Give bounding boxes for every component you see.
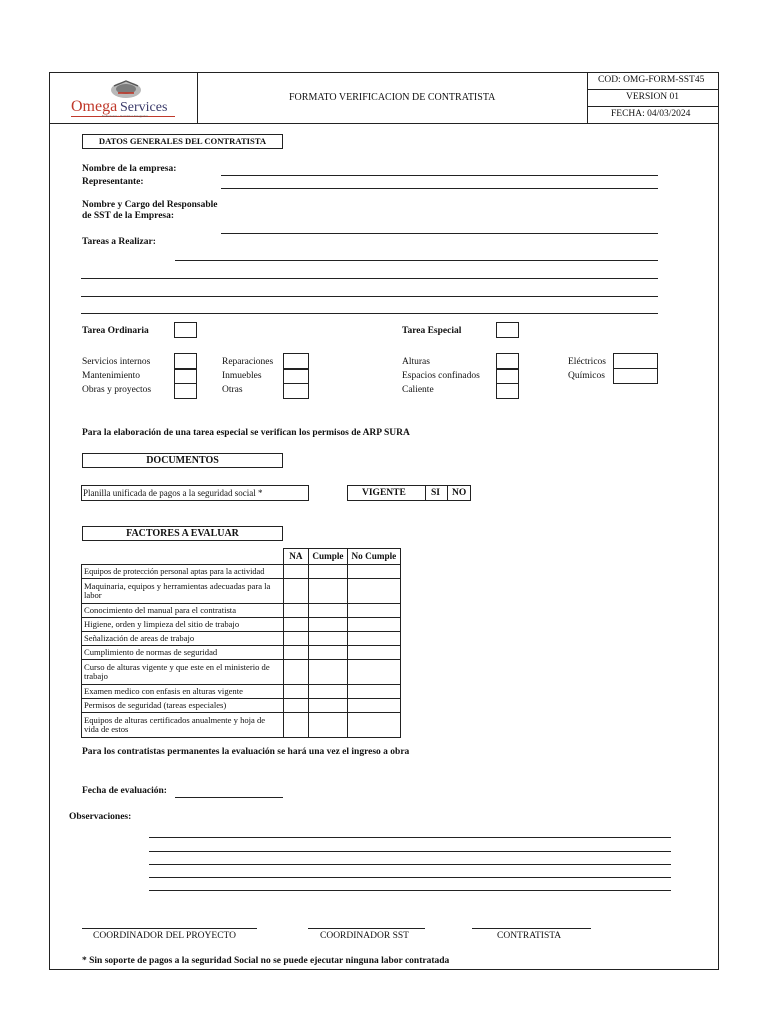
firma-contratista-line[interactable] [472,928,591,929]
observaciones-line-1[interactable] [149,837,671,838]
na-cell[interactable] [283,660,308,685]
obras-proyectos-label: Obras y proyectos [82,385,152,395]
form-date: FECHA: 04/03/2024 [611,109,691,119]
caliente-checkbox[interactable] [496,383,519,399]
empresa-label: Nombre de la empresa: [82,164,177,174]
quimicos-label: Químicos [568,371,605,381]
na-cell[interactable] [283,632,308,646]
no-cumple-cell[interactable] [347,565,400,579]
firma-contratista: CONTRATISTA [497,931,562,941]
cumple-cell[interactable] [309,660,348,685]
quimicos-checkbox[interactable] [613,368,658,384]
no-cumple-cell[interactable] [347,632,400,646]
footer-note: * Sin soporte de pagos a la seguridad Social no se puede ejecutar ninguna labor contratada [82,956,450,966]
inmuebles-label: Inmuebles [222,371,262,381]
table-row [82,646,401,660]
na-cell[interactable] [283,699,308,713]
header-row-line-1 [587,89,719,90]
form-code: COD: OMG-FORM-SST45 [598,75,705,85]
fecha-evaluacion-field[interactable] [175,797,283,798]
no-cumple-cell[interactable] [347,699,400,713]
espacios-confinados-label: Espacios confinados [402,371,480,381]
documentos-title: DOCUMENTOS [82,453,283,468]
cumple-cell[interactable] [309,685,348,699]
reparaciones-label: Reparaciones [222,357,274,367]
header-divider-left [197,72,198,123]
nota-permanentes: Para los contratistas permanentes la evaluación se hará una vez el ingreso a obra [82,747,410,757]
no-cumple-cell[interactable] [347,618,400,632]
alturas-checkbox[interactable] [496,353,519,369]
factor-label: Señalización de areas de trabajo [82,632,284,646]
factor-label: Maquinaria, equipos y herramientas adecuadas para la labor [82,579,284,604]
na-cell[interactable] [283,565,308,579]
vigente-label: VIGENTE [362,488,406,498]
tarea-especial-label: Tarea Especial [402,326,462,336]
header-row-line-2 [587,106,719,107]
company-logo [62,78,187,120]
factor-label: Curso de alturas vigente y que este en el ministerio de trabajo [82,660,284,685]
observaciones-line-5[interactable] [149,890,671,891]
table-row [82,565,401,579]
factores-table [81,548,401,738]
factor-label: Equipos de protección personal aptas para la actividad [82,565,284,579]
tareas-label: Tareas a Realizar: [82,237,156,247]
table-row [82,618,401,632]
factor-label: Cumplimiento de normas de seguridad [82,646,284,660]
factor-label: Permisos de seguridad (tareas especiales) [82,699,284,713]
table-row [82,604,401,618]
table-row [82,713,401,738]
table-row [82,632,401,646]
col-no-cumple-header: No Cumple [347,549,400,565]
alturas-label: Alturas [402,357,430,367]
observaciones-line-4[interactable] [149,877,671,878]
na-cell[interactable] [283,579,308,604]
no-cumple-cell[interactable] [347,604,400,618]
vigente-divider-2 [447,485,448,501]
header-divider-right [587,72,588,123]
tareas-field-3[interactable] [81,296,658,297]
logo-omega: Omega [71,98,118,115]
na-cell[interactable] [283,604,308,618]
factores-header-row [82,549,401,565]
col-na-header: NA [283,549,308,565]
electricos-label: Eléctricos [568,357,606,367]
table-row [82,699,401,713]
tareas-field-2[interactable] [81,278,658,279]
cumple-cell[interactable] [309,565,348,579]
logo-emblem-icon [106,78,146,100]
factores-header-spacer [82,549,284,565]
tarea-especial-checkbox[interactable] [496,322,519,338]
na-cell[interactable] [283,618,308,632]
form-version: VERSION 01 [626,92,680,102]
mantenimiento-label: Mantenimiento [82,371,141,381]
no-cumple-cell[interactable] [347,713,400,738]
no-cumple-cell[interactable] [347,579,400,604]
responsable-label-2: de SST de la Empresa: [82,211,175,221]
observaciones-line-2[interactable] [149,851,671,852]
tarea-ordinaria-checkbox[interactable] [174,322,197,338]
nota-tarea-especial: Para la elaboración de una tarea especial se verifican los permisos de ARP SURA [82,428,410,438]
tareas-field-1[interactable] [175,260,658,261]
tareas-field-4[interactable] [81,313,658,314]
otras-checkbox[interactable] [283,383,309,399]
vigente-divider-1 [425,485,426,501]
cumple-cell[interactable] [309,618,348,632]
table-row [82,660,401,685]
logo-services: Services [120,100,168,115]
fecha-evaluacion-label: Fecha de evaluación: [82,786,167,796]
header-bottom-line [49,123,719,124]
si-option[interactable]: SI [431,488,440,498]
firma-coordinador-proyecto: COORDINADOR DEL PROYECTO [93,931,237,941]
representante-label: Representante: [82,177,144,187]
responsable-field[interactable] [221,233,658,234]
servicios-internos-label: Servicios internos [82,357,151,367]
caliente-label: Caliente [402,385,434,395]
form-title: FORMATO VERIFICACION DE CONTRATISTA [289,92,496,103]
firma-coordinador-sst: COORDINADOR SST [320,931,409,941]
factor-label: Higiene, orden y limpieza del sitio de trabajo [82,618,284,632]
factores-title: FACTORES A EVALUAR [82,526,283,541]
otras-label: Otras [222,385,243,395]
no-cumple-cell[interactable] [347,646,400,660]
datos-generales-title: DATOS GENERALES DEL CONTRATISTA [82,134,283,149]
no-cumple-cell[interactable] [347,685,400,699]
col-cumple-header: Cumple [309,549,348,565]
table-row [82,579,401,604]
factor-label: Conocimiento del manual para el contratista [82,604,284,618]
cumple-cell[interactable] [309,604,348,618]
factor-label: Examen medico con enfasis en alturas vigente [82,685,284,699]
logo-tagline: Soluciones · Servicios Integrales [102,114,148,118]
representante-field[interactable] [221,188,658,189]
cumple-cell[interactable] [309,632,348,646]
empresa-field[interactable] [221,175,658,176]
servicios-internos-checkbox[interactable] [174,353,197,369]
factor-label: Equipos de alturas certificados anualmente y hoja de vida de estos [82,713,284,738]
cumple-cell[interactable] [309,713,348,738]
cumple-cell[interactable] [309,579,348,604]
cumple-cell[interactable] [309,699,348,713]
tarea-ordinaria-label: Tarea Ordinaria [82,326,149,336]
cumple-cell[interactable] [309,646,348,660]
responsable-label-1: Nombre y Cargo del Responsable [82,200,218,210]
na-cell[interactable] [283,713,308,738]
observaciones-line-3[interactable] [149,864,671,865]
table-row [82,685,401,699]
obras-proyectos-checkbox[interactable] [174,383,197,399]
no-option[interactable]: NO [452,488,467,498]
firma-coordinador-sst-line[interactable] [308,928,425,929]
na-cell[interactable] [283,646,308,660]
electricos-checkbox[interactable] [613,353,658,369]
reparaciones-checkbox[interactable] [283,353,309,369]
planilla-label: Planilla unificada de pagos a la seguridad social * [83,488,263,498]
firma-coordinador-proyecto-line[interactable] [82,928,257,929]
no-cumple-cell[interactable] [347,660,400,685]
na-cell[interactable] [283,685,308,699]
observaciones-label: Observaciones: [69,812,132,822]
